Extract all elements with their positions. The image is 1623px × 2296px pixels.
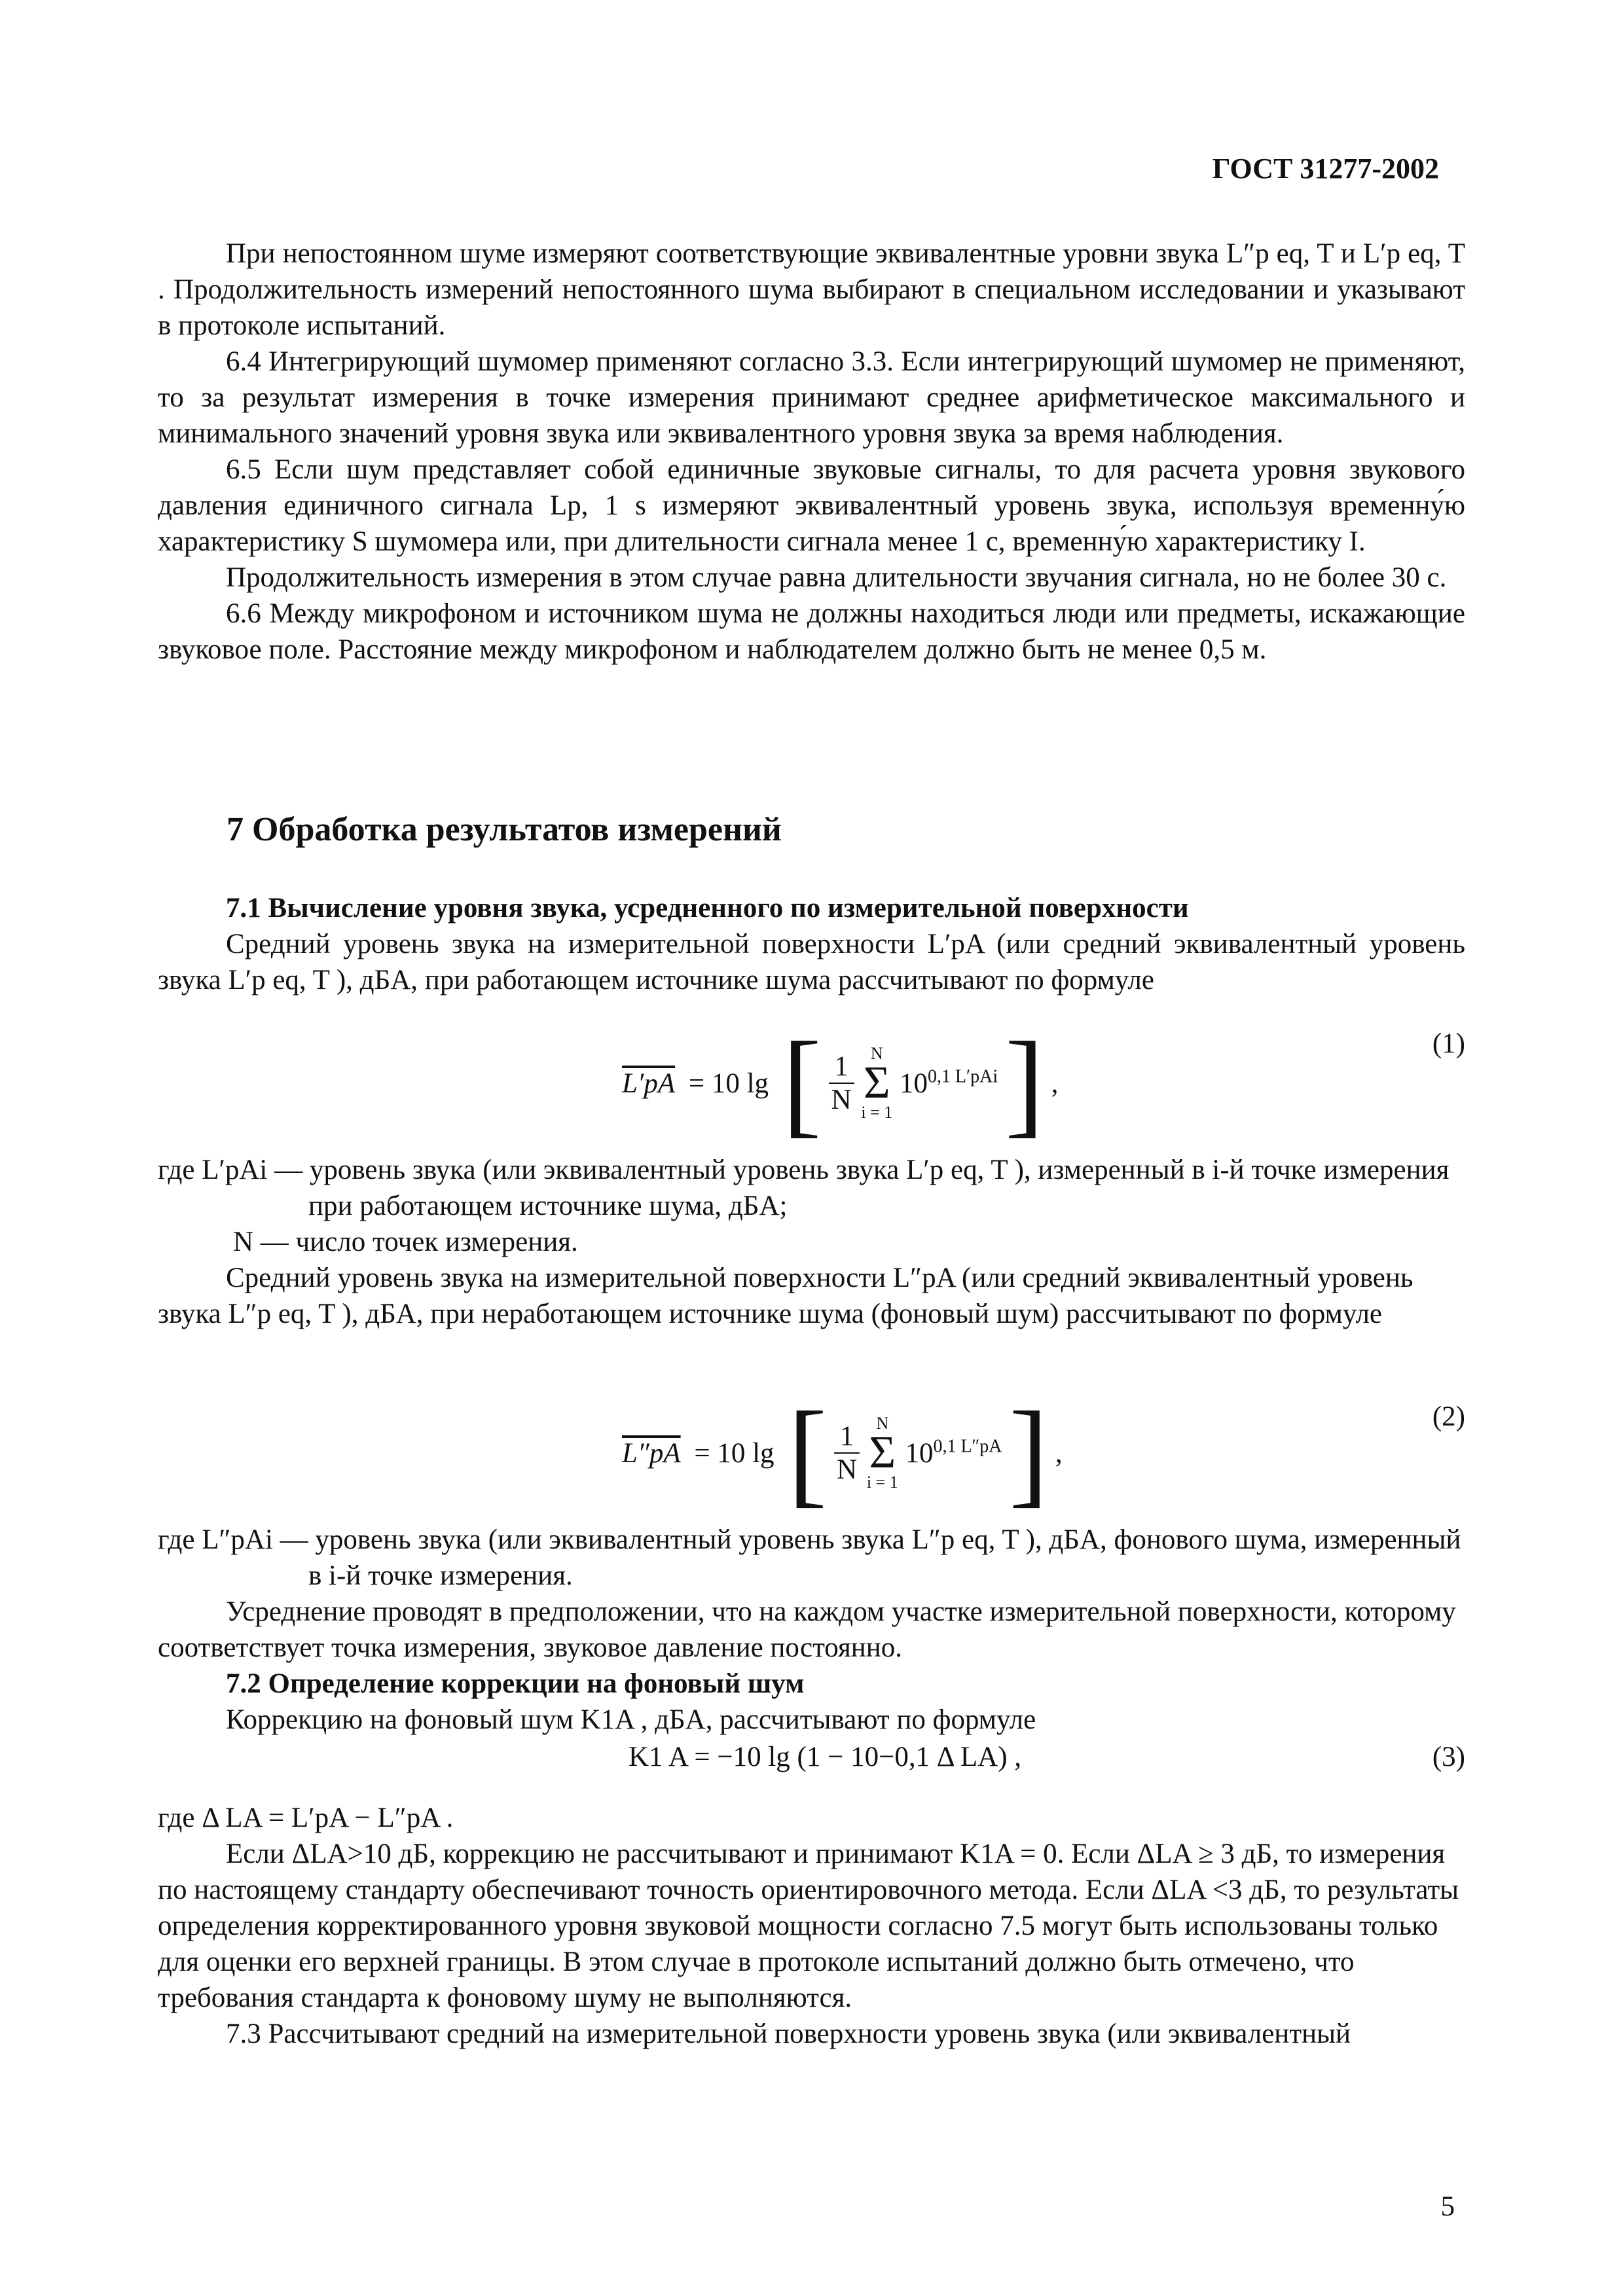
formula-1 — [622, 1018, 1059, 1148]
page-number: 5 — [1440, 2191, 1455, 2222]
formula-rhs: = 10 lg — [694, 1437, 775, 1469]
left-bracket: [ — [788, 1388, 828, 1518]
paragraph: Усреднение проводят в предположении, что на каждом участке измерительной поверхности, которому соответствует точка измерения, звуковое давление постоянно. — [158, 1596, 1456, 1663]
paragraph: Средний уровень звука на измерительной поверхности L″pA (или средний эквивалентный уровень звука L″p eq, T ), дБA, при неработающем источнике шума (фоновый шум) рассчитывают по формуле — [158, 1263, 1413, 1329]
section-7-2-text — [158, 1800, 1465, 2052]
paragraph: 6.6 Между микрофоном и источником шума не должны находиться люди или предметы, искажающие звуковое поле. Расстояние между микрофоном и наблюдателем должно быть не менее 0,5 м. — [158, 598, 1465, 665]
formula-lhs: L″pA — [622, 1437, 681, 1469]
fraction-denominator: N — [837, 1454, 858, 1485]
subsection-title: 7.2 Определение коррекции на фоновый шум — [226, 1668, 805, 1699]
power-base: 10 — [905, 1437, 934, 1469]
paragraph: Если ΔLA>10 дБ, коррекцию не рассчитывают и принимают K1A = 0. Если ΔLA ≥ 3 дБ, то измерения по настоящему стандарту обеспечивают точность ориентировочного метода. Если ΔLA <3 дБ, то результаты определения корректированного уровня звуковой мощности согласно 7.5 могут быть использованы только для оценки его верхней границы. В этом случае в протоколе испытаний должно быть отмечено, что требования стандарта к фоновому шуму не выполняются. — [158, 1839, 1459, 2013]
legend-item: где L′pAi — уровень звука (или эквивалентный уровень звука L′p eq, T ), измеренный в i-й точке измерения при работающем источнике шума, дБA; — [158, 1155, 1450, 1221]
fraction — [834, 1420, 860, 1486]
formula-3: K1 A = −10 lg (1 − 10−0,1 Δ LA) , — [629, 1742, 1022, 1772]
section-7-1 — [158, 890, 1465, 998]
sum-upper: N — [876, 1414, 889, 1433]
legend-item: где L″pAi — уровень звука (или эквивалентный уровень звука L″p eq, T ), дБA, фонового шума, измеренный в i-й точке измерения. — [158, 1524, 1461, 1591]
formula-2-legend — [158, 1522, 1465, 1738]
power-exponent: 0,1 L″pA — [933, 1436, 1002, 1457]
section-6-text — [158, 236, 1465, 668]
summation: N Σ i = 1 — [861, 1044, 893, 1122]
formula-number: (3) — [1432, 1742, 1465, 1772]
summation: N Σ i = 1 — [866, 1414, 898, 1492]
formula-number: (1) — [1432, 1028, 1465, 1059]
formula-rhs: = 10 lg — [688, 1067, 769, 1099]
power-exponent: 0,1 L′pAi — [927, 1066, 998, 1087]
paragraph: 7.3 Рассчитывают средний на измерительной поверхности уровень звука (или эквивалентный — [226, 2018, 1351, 2049]
formula-comma: , — [1051, 1067, 1059, 1099]
legend-item: N — число точек измерения. — [233, 1227, 578, 1257]
left-bracket: [ — [782, 1018, 822, 1148]
subsection-title: 7.1 Вычисление уровня звука, усредненного по измерительной поверхности — [226, 893, 1189, 924]
power-term — [900, 1067, 998, 1100]
fraction — [829, 1050, 854, 1116]
formula-lhs: L′pA — [622, 1067, 676, 1099]
right-bracket: ] — [1004, 1018, 1044, 1148]
fraction-numerator: 1 — [834, 1420, 860, 1454]
paragraph: Коррекцию на фоновый шум K1A , дБA, рассчитывают по формуле — [226, 1704, 1036, 1735]
sum-upper: N — [870, 1044, 883, 1063]
legend-item: где Δ LA = L′pA − L″pA . — [158, 1803, 454, 1833]
power-base: 10 — [899, 1067, 928, 1099]
section-title: 7 Обработка результатов измерений — [227, 811, 782, 848]
paragraph: Продолжительность измерения в этом случае равна длительности звучания сигнала, но не более 30 с. — [226, 562, 1447, 593]
paragraph: При непостоянном шуме измеряют соответствующие эквивалентные уровни звука L″p eq, T и L′p eq, T . Продолжительность измерений непостоянного шума выбирают в специальном исследовании и указывают в протоколе испытаний. — [158, 238, 1465, 341]
right-bracket: ] — [1009, 1388, 1049, 1518]
power-term — [905, 1437, 1002, 1469]
sum-lower: i = 1 — [866, 1473, 898, 1492]
formula-2 — [622, 1388, 1063, 1518]
fraction-numerator: 1 — [829, 1050, 854, 1084]
formula-comma: , — [1055, 1437, 1063, 1469]
document-header: ГОСТ 31277-2002 — [1212, 152, 1439, 185]
paragraph: 6.5 Если шум представляет собой единичные звуковые сигналы, то для расчета уровня звукового давления единичного сигнала Lp, 1 s измеряют эквивалентный уровень звука, используя временну́ю характеристику S шумомера или, при длительности сигнала менее 1 с, временну́ю характеристику I. — [158, 454, 1465, 557]
formula-1-legend — [158, 1152, 1465, 1332]
sum-lower: i = 1 — [861, 1103, 893, 1122]
paragraph: Средний уровень звука на измерительной поверхности L′pA (или средний эквивалентный уровень звука L′p eq, T ), дБA, при работающем источнике шума рассчитывают по формуле — [158, 929, 1465, 996]
fraction-denominator: N — [831, 1085, 852, 1115]
paragraph: 6.4 Интегрирующий шумомер применяют согласно 3.3. Если интегрирующий шумомер не применяют, то за результат измерения в точке измерения принимают среднее арифметическое максимального и минимального значений уровня звука или эквивалентного уровня звука за время наблюдения. — [158, 346, 1465, 449]
formula-number: (2) — [1432, 1401, 1465, 1432]
